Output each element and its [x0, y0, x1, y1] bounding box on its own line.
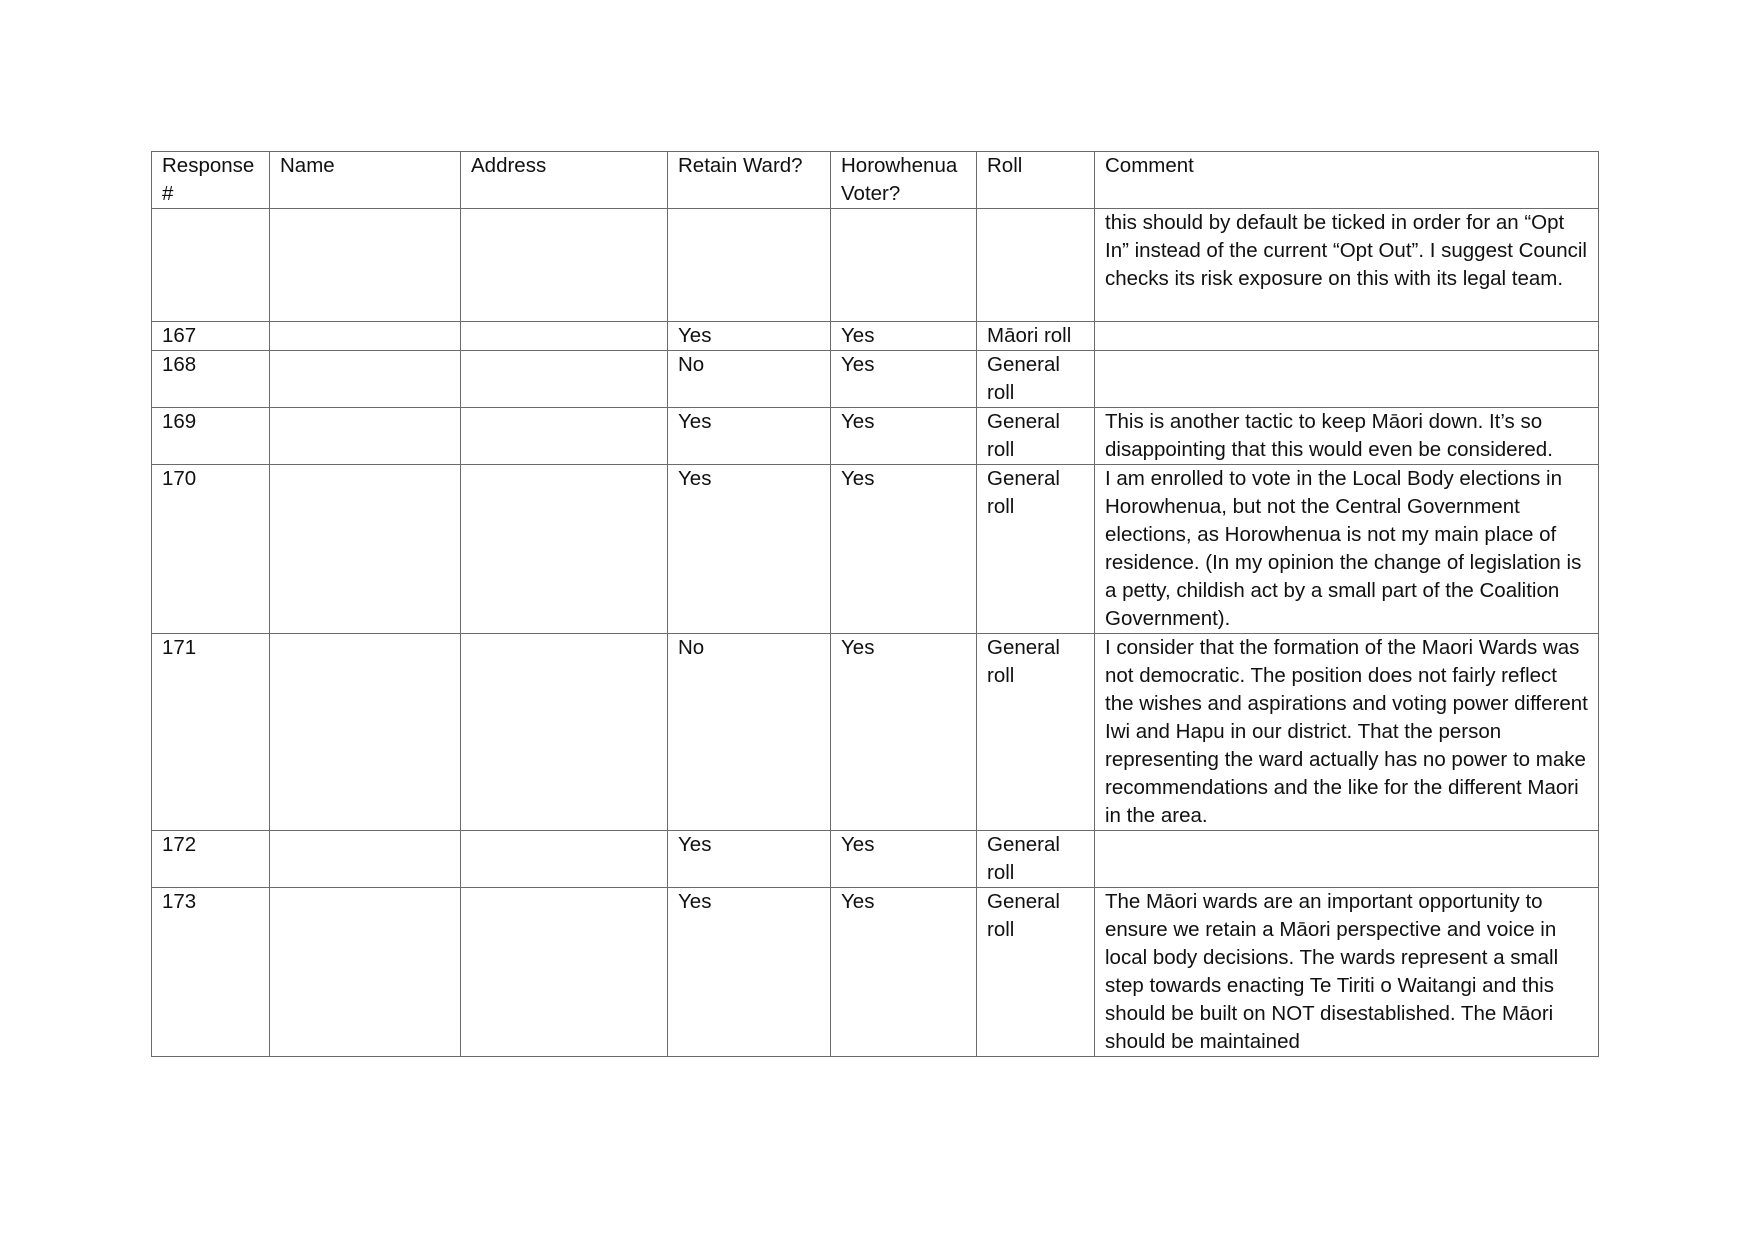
cell-comment: this should by default be ticked in order for an “Opt In” instead of the current “Opt Out”. I suggest Council checks its risk exposure on this with its legal team. [1095, 209, 1599, 322]
cell-roll: Māori roll [977, 322, 1095, 351]
table-row [152, 322, 1599, 351]
cell-comment: I consider that the formation of the Maori Wards was not democratic. The position does not fairly reflect the wishes and aspirations and voting power different Iwi and Hapu in our district. That the person representing the ward actually has no power to make recommendations and the like for the different Maori in the area. [1095, 634, 1599, 831]
table-row [152, 209, 1599, 322]
cell-response: 171 [152, 634, 270, 831]
cell-horowhenua-voter: Yes [831, 322, 977, 351]
cell-address [461, 831, 668, 888]
cell-horowhenua-voter: Yes [831, 408, 977, 465]
table-row [152, 351, 1599, 408]
cell-retain-ward: Yes [668, 465, 831, 634]
cell-name [270, 209, 461, 322]
cell-address [461, 209, 668, 322]
table-row [152, 408, 1599, 465]
cell-retain-ward: No [668, 634, 831, 831]
cell-name [270, 634, 461, 831]
header-row [152, 152, 1599, 209]
submissions-table [151, 151, 1599, 1057]
cell-name [270, 831, 461, 888]
cell-retain-ward [668, 209, 831, 322]
cell-address [461, 351, 668, 408]
cell-comment [1095, 322, 1599, 351]
cell-name [270, 408, 461, 465]
table-row [152, 888, 1599, 1057]
table-row [152, 465, 1599, 634]
cell-response: 172 [152, 831, 270, 888]
cell-response: 167 [152, 322, 270, 351]
cell-comment [1095, 831, 1599, 888]
cell-horowhenua-voter: Yes [831, 888, 977, 1057]
cell-roll [977, 209, 1095, 322]
cell-retain-ward: Yes [668, 831, 831, 888]
cell-horowhenua-voter: Yes [831, 634, 977, 831]
table-header [152, 152, 1599, 209]
cell-address [461, 888, 668, 1057]
header-horowhenua-voter: Horowhenua Voter? [831, 152, 977, 209]
cell-response: 170 [152, 465, 270, 634]
table-row [152, 634, 1599, 831]
cell-roll: General roll [977, 634, 1095, 831]
cell-roll: General roll [977, 888, 1095, 1057]
cell-roll: General roll [977, 408, 1095, 465]
cell-roll: General roll [977, 465, 1095, 634]
cell-retain-ward: Yes [668, 408, 831, 465]
table-row [152, 831, 1599, 888]
cell-response: 173 [152, 888, 270, 1057]
cell-address [461, 634, 668, 831]
cell-horowhenua-voter: Yes [831, 465, 977, 634]
cell-retain-ward: Yes [668, 888, 831, 1057]
cell-horowhenua-voter: Yes [831, 831, 977, 888]
cell-comment [1095, 351, 1599, 408]
cell-response [152, 209, 270, 322]
header-name: Name [270, 152, 461, 209]
cell-response: 168 [152, 351, 270, 408]
cell-horowhenua-voter [831, 209, 977, 322]
cell-name [270, 465, 461, 634]
cell-roll: General roll [977, 831, 1095, 888]
cell-name [270, 322, 461, 351]
header-roll: Roll [977, 152, 1095, 209]
header-retain-ward: Retain Ward? [668, 152, 831, 209]
table-body [152, 209, 1599, 1057]
cell-address [461, 465, 668, 634]
cell-horowhenua-voter: Yes [831, 351, 977, 408]
cell-comment: I am enrolled to vote in the Local Body elections in Horowhenua, but not the Central Government elections, as Horowhenua is not my main place of residence. (In my opinion the change of legislation is a petty, childish act by a small part of the Coalition Government). [1095, 465, 1599, 634]
cell-roll: General roll [977, 351, 1095, 408]
cell-comment: The Māori wards are an important opportunity to ensure we retain a Māori perspective and voice in local body decisions. The wards represent a small step towards enacting Te Tiriti o Waitangi and this should be built on NOT disestablished. The Māori should be maintained [1095, 888, 1599, 1057]
header-address: Address [461, 152, 668, 209]
cell-name [270, 351, 461, 408]
cell-retain-ward: No [668, 351, 831, 408]
cell-response: 169 [152, 408, 270, 465]
header-response: Response # [152, 152, 270, 209]
header-comment: Comment [1095, 152, 1599, 209]
cell-name [270, 888, 461, 1057]
cell-comment: This is another tactic to keep Māori down. It’s so disappointing that this would even be considered. [1095, 408, 1599, 465]
cell-retain-ward: Yes [668, 322, 831, 351]
cell-address [461, 408, 668, 465]
cell-address [461, 322, 668, 351]
